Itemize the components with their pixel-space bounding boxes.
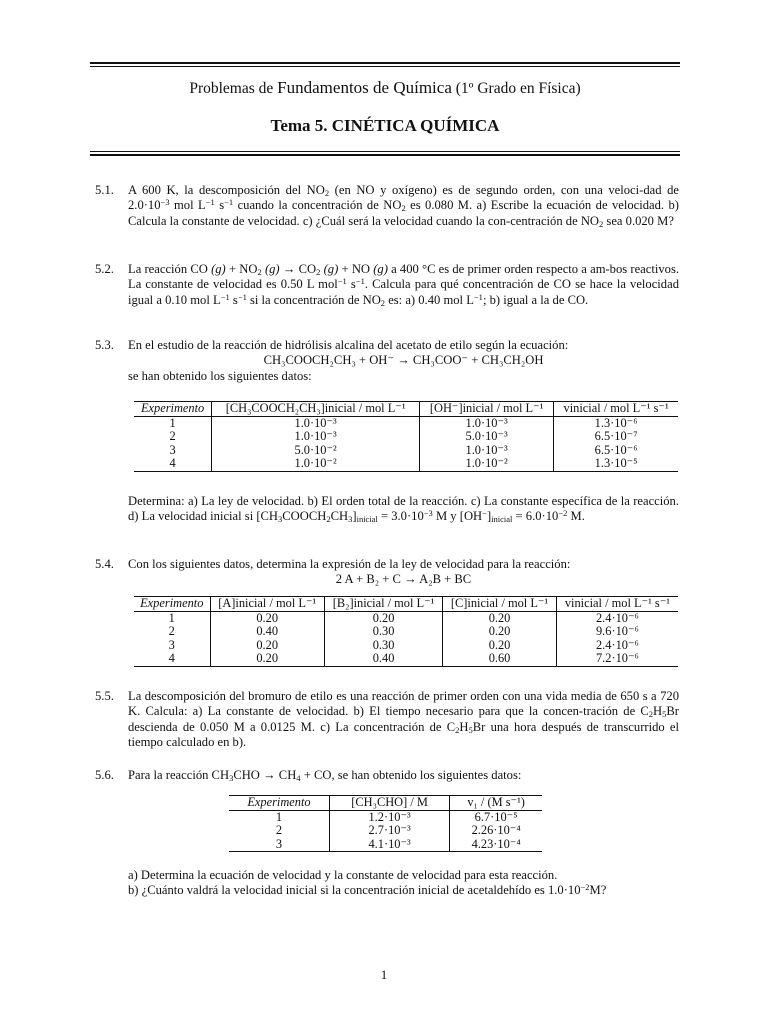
- question-a: a) Determina la ecuación de velocidad y la constante de velocidad para esta reacción.: [128, 868, 558, 882]
- table-header: [OH⁻]inicial / mol L⁻¹: [420, 402, 554, 417]
- table-header-row: [134, 402, 678, 417]
- table-row: 2 0.40 0.30 0.20 9.6·10⁻⁶: [134, 625, 678, 639]
- reaction-equation: CH₃COOCH₂CH₃ + OH⁻ → CH₃COO⁻ + CH₃CH₂OH: [263, 353, 544, 368]
- data-table-5-3: [134, 401, 678, 472]
- problem-5-4: [95, 557, 679, 588]
- header-rule: [90, 154, 680, 156]
- reaction-equation: 2 A + B₂ + C → A₂B + BC: [335, 572, 472, 587]
- topic-title: Tema 5. CINÉTICA QUÍMICA: [270, 116, 500, 135]
- table-row: 1 0.20 0.20 0.20 2.4·10⁻⁶: [134, 611, 678, 625]
- problem-text: La reacción CO $(g) + NO_2$ $(g) \to CO_2$ (g) + NO (g) a 400 °C es de primer orden respecto a am-bos reactivos. La constante de velocidad es 0.50 L mol$^{-1}$ $s^{-1}$. Calcula para qué concentración de CO se hace la velocidad igual a 0.10 mol $L^{-1}$ $s^{-1}$ si la concentración de $NO_2$ es: a) 0.40 mol $L^{-1}$; b) igual a la de CO.: [128, 262, 679, 308]
- problem-5-5: [95, 689, 679, 751]
- table-row: 3 5.0·10⁻² 1.0·10⁻³ 6.5·10⁻⁶: [134, 444, 678, 458]
- problem-5-1: [95, 183, 679, 229]
- problem-number: 5.5.: [95, 689, 114, 703]
- table-header: Experimento: [134, 597, 210, 612]
- page-number: 1: [380, 967, 388, 982]
- data-table-5-4: [134, 596, 678, 667]
- table-header-row: [229, 796, 542, 811]
- table-row: 4 1.0·10⁻² 1.0·10⁻² 1.3·10⁻⁵: [134, 457, 678, 471]
- table-row: 2 2.7·10⁻³ 2.26·10⁻⁴: [229, 824, 542, 838]
- problem-5-6-questions: [95, 868, 679, 899]
- problem-number: 5.2.: [95, 262, 114, 276]
- problem-text: se han obtenido los siguientes datos:: [128, 368, 312, 383]
- problem-text: La descomposición del bromuro de etilo es una reacción de primer orden con una vida media de 650 s a 720 K. Calcula: a) La constante de velocidad. b) El tiempo necesario para que la concen-tración de $C_2H_5Br$ descienda de 0.050 M a 0.0125 M. c) La concentración de $C_2H_5Br$ una hora después de transcurrido el tiempo calculado en b).: [128, 689, 679, 750]
- question-b: b) ¿Cuánto valdrá la velocidad inicial si la concentración inicial de acetaldehído es $1.0\cdot 10^{-2}M$?: [128, 882, 607, 898]
- problem-number: 5.1.: [95, 183, 114, 197]
- table-header: Experimento: [134, 402, 212, 417]
- problem-number: 5.3.: [95, 338, 114, 352]
- problem-text: A 600 K, la descomposición del $NO_2$ (en NO y oxígeno) es de segundo orden, con una veloci-dad de $2.0\cdot 10^{-3}$ mol $L^{-1}$ $s^{-1}$ cuando la concentración de $NO_2$ es 0.080 M. a) Escribe la ecuación de velocidad. b) Calcula la constante de velocidad. c) ¿Cuál será la velocidad cuando la con-centración de $NO_2$ sea 0.020 M?: [128, 183, 679, 229]
- top-rule: [90, 62, 680, 64]
- problem-5-3-questions: [95, 494, 679, 525]
- table-header: Experimento: [229, 796, 329, 811]
- data-table-5-6: [229, 795, 542, 852]
- problem-5-6: [95, 768, 679, 783]
- table-header-row: [134, 597, 678, 612]
- table-row: 4 0.20 0.40 0.60 7.2·10⁻⁶: [134, 652, 678, 666]
- table-header: [C]inicial / mol L⁻¹: [443, 597, 557, 612]
- problem-5-2: [95, 262, 679, 308]
- table-row: 3 4.1·10⁻³ 4.23·10⁻⁴: [229, 838, 542, 852]
- problem-intro: En el estudio de la reacción de hidrólisis alcalina del acetato de etilo según la ecuación:: [128, 338, 569, 352]
- table-header: [CH₃CHO] / M: [329, 796, 449, 811]
- table-header: vinicial / mol L⁻¹ s⁻¹: [554, 402, 678, 417]
- problem-text: Para la reacción $CH_3CHO \to CH_4$ + CO, se han obtenido los siguientes datos:: [128, 768, 522, 783]
- table-header: [A]inicial / mol L⁻¹: [210, 597, 324, 612]
- problem-intro: Con los siguientes datos, determina la expresión de la ley de velocidad para la reacción:: [128, 557, 571, 571]
- problem-number: 5.4.: [95, 557, 114, 571]
- table-header: vinicial / mol L⁻¹ s⁻¹: [556, 597, 678, 612]
- table-row: 2 1.0·10⁻³ 5.0·10⁻³ 6.5·10⁻⁷: [134, 430, 678, 444]
- table-header: [B₂]inicial / mol L⁻¹: [324, 597, 442, 612]
- problem-number: 5.6.: [95, 768, 114, 782]
- table-row: 1 1.0·10⁻³ 1.0·10⁻³ 1.3·10⁻⁶: [134, 416, 678, 430]
- table-header: [CH₃COOCH₂CH₃]inicial / mol L⁻¹: [212, 402, 420, 417]
- table-row: 3 0.20 0.30 0.20 2.4·10⁻⁶: [134, 639, 678, 653]
- problem-text: Determina: a) La ley de velocidad. b) El orden total de la reacción. c) La constante específica de la reacción. d) La velocidad inicial si $[CH_3COOCH_2CH_3]_{inicial} = 3.0\cdot 10^{-3}$ M y $[OH^-]_{inicial} = 6.0\cdot 10^{-2}$ M.: [128, 494, 679, 525]
- table-header: v₁ / (M s⁻¹): [450, 796, 542, 811]
- top-rule-thin: [90, 66, 680, 67]
- problem-5-3: [95, 338, 679, 384]
- table-row: 1 1.2·10⁻³ 6.7·10⁻⁵: [229, 810, 542, 824]
- course-title: Problemas de Fundamentos de Química (1º Grado en Física): [189, 78, 581, 97]
- header-rule-thin: [90, 151, 680, 152]
